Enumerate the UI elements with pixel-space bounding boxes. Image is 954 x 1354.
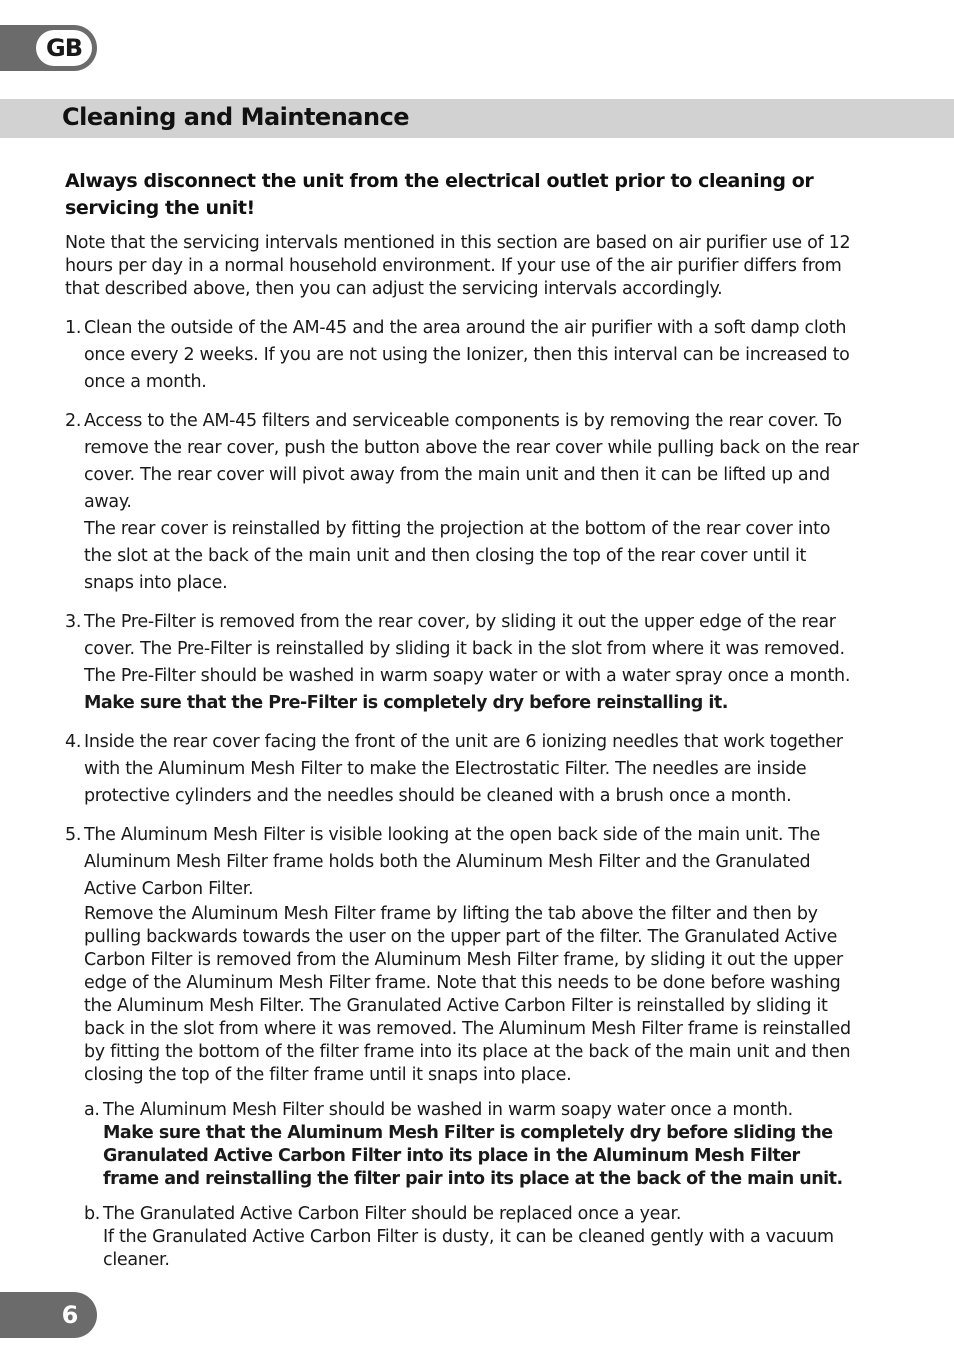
- sub-item-text: The Aluminum Mesh Filter should be washed in warm soapy water once a month.: [103, 1100, 793, 1120]
- page-content: [65, 168, 860, 1284]
- list-item: [65, 822, 860, 1272]
- item-text: Access to the AM-45 filters and serviceable components is by removing the rear cover. To remove the rear cover, push the button above the rear cover while pulling back on the rear cover. The rear cover will pivot away from the main unit and then it can be lifted up and away.: [84, 411, 859, 512]
- language-badge: GB: [36, 30, 92, 66]
- item-text: The Pre-Filter is removed from the rear cover, by sliding it out the upper edge of the rear cover. The Pre-Filter is reinstalled by sliding it back in the slot from where it was removed. The Pre-Filter should be washed in warm soapy water or with a water spray once a month.: [84, 612, 851, 686]
- item-number: 4.: [65, 732, 82, 752]
- safety-warning: Always disconnect the unit from the electrical outlet prior to cleaning or servicing the unit!: [65, 170, 814, 219]
- item-text: Inside the rear cover facing the front of the unit are 6 ionizing needles that work together with the Aluminum Mesh Filter to make the Electrostatic Filter. The needles are inside protective cylinders and the needles should be cleaned with a brush once a month.: [84, 732, 843, 806]
- sub-item-letter: a.: [84, 1100, 100, 1120]
- sub-item-letter: b.: [84, 1204, 101, 1224]
- item-number: 2.: [65, 411, 82, 431]
- item-note: Make sure that the Pre-Filter is completely dry before reinstalling it.: [84, 693, 728, 713]
- item-number: 3.: [65, 612, 82, 632]
- list-item: [65, 408, 860, 597]
- sub-item-note: Make sure that the Aluminum Mesh Filter is completely dry before sliding the Granulated Active Carbon Filter into its place in the Aluminum Mesh Filter frame and reinstalling the filter pair into its place at the back of the main unit.: [103, 1123, 843, 1189]
- item-text: Clean the outside of the AM-45 and the area around the air purifier with a soft damp cloth once every 2 weeks. If you are not using the Ionizer, then this interval can be increased to once a month.: [84, 318, 850, 392]
- sub-item: [84, 1099, 860, 1191]
- list-item: [65, 315, 860, 396]
- item-text-continued: The rear cover is reinstalled by fitting the projection at the bottom of the rear cover into the slot at the back of the main unit and then closing the top of the rear cover until it snaps into place.: [84, 519, 831, 593]
- page-number-tab: [0, 1292, 97, 1338]
- page-number: 6: [61, 1301, 79, 1329]
- item-text-continued: Remove the Aluminum Mesh Filter frame by lifting the tab above the filter and then by pulling backwards towards the user on the upper part of the filter. The Granulated Active Carbon Filter is removed from the Aluminum Mesh Filter frame, by sliding it out the upper edge of the Aluminum Mesh Filter frame. Note that this needs to be done before washing the Aluminum Mesh Filter. The Granulated Active Carbon Filter is reinstalled by sliding it back in the slot from where it was removed. The Aluminum Mesh Filter frame is reinstalled by fitting the bottom of the filter frame into its place at the back of the main unit and then closing the top of the filter frame until it snaps into place.: [84, 904, 851, 1085]
- item-text: The Aluminum Mesh Filter is visible looking at the open back side of the main unit. The Aluminum Mesh Filter frame holds both the Aluminum Mesh Filter and the Granulated Active Carbon Filter.: [84, 825, 821, 899]
- sub-item-text: The Granulated Active Carbon Filter should be replaced once a year.: [103, 1204, 682, 1224]
- item-number: 1.: [65, 318, 82, 338]
- sub-item-text-continued: If the Granulated Active Carbon Filter is dusty, it can be cleaned gently with a vacuum cleaner.: [103, 1227, 834, 1270]
- section-title: Cleaning and Maintenance: [62, 103, 410, 131]
- intro-paragraph: Note that the servicing intervals mentioned in this section are based on air purifier use of 12 hours per day in a normal household environment. If your use of the air purifier differs from that described above, then you can adjust the servicing intervals accordingly.: [65, 233, 851, 299]
- item-number: 5.: [65, 825, 82, 845]
- list-item: [65, 729, 860, 810]
- list-item: [65, 609, 860, 717]
- sub-item: [84, 1203, 860, 1272]
